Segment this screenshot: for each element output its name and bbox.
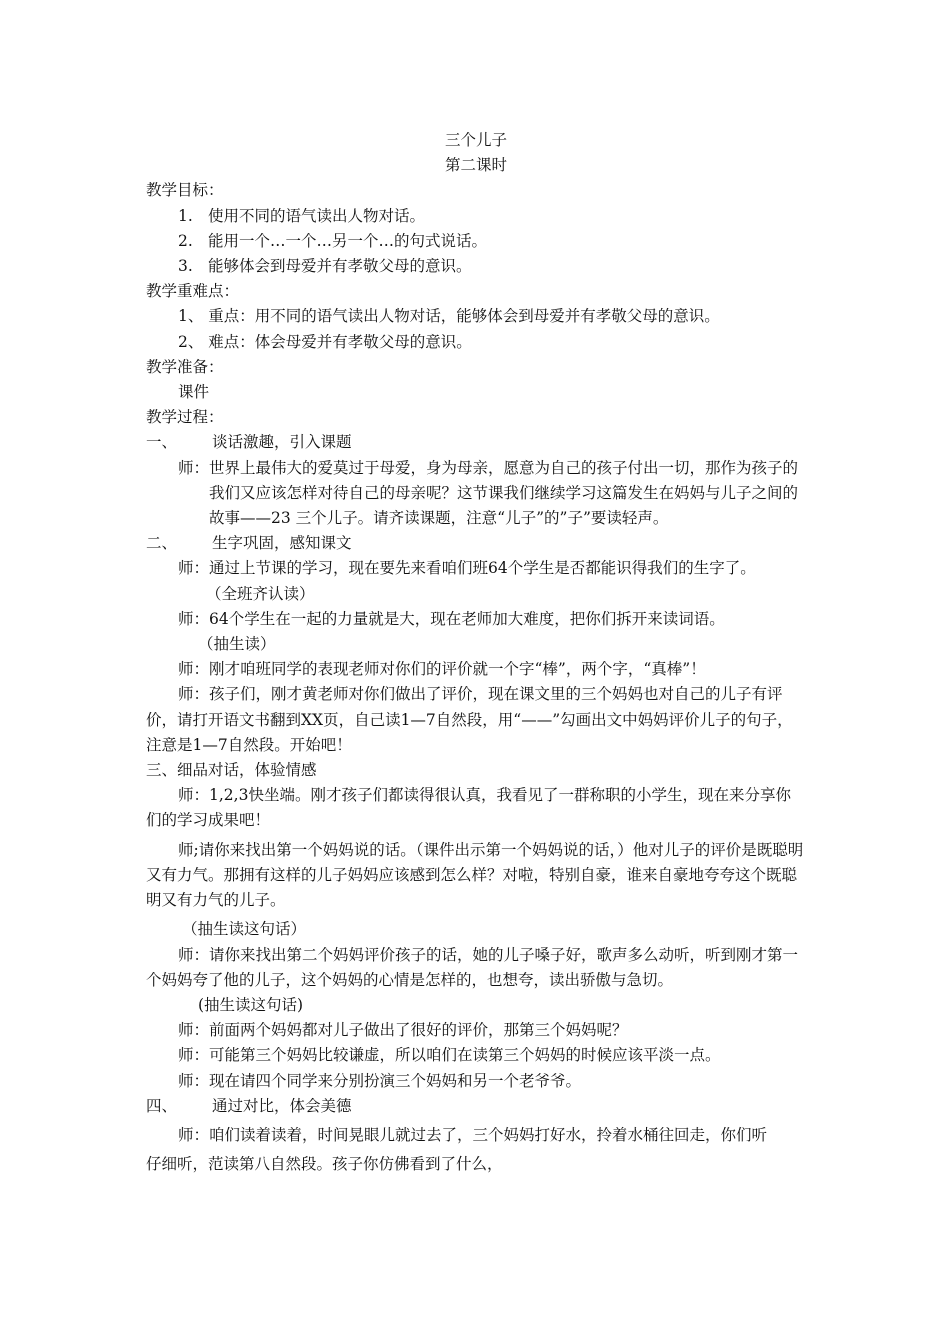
section-three-heading: 三、细品对话，体验情感 (146, 761, 317, 780)
section-title: 谈话激趣，引入课题 (212, 433, 352, 452)
objective-text: 能够体会到母爱并有孝敬父母的意识。 (208, 257, 472, 276)
keypoint-item: 1、 重点：用不同的语气读出人物对话，能够体会到母爱并有孝敬父母的意识。 (178, 307, 720, 326)
teacher-speech: 师：咱们读着读着，时间晃眼儿就过去了，三个妈妈打好水，拎着水桶往回走，你们听 (178, 1125, 768, 1144)
keypoints-heading: 教学重难点： (146, 282, 240, 301)
teacher-speech: 师：通过上节课的学习，现在要先来看咱们班64个学生是否都能识得我们的生字了。 (178, 559, 756, 578)
stage-note: （抽生读这句话） (182, 920, 307, 939)
doc-subtitle: 第二课时 (444, 156, 507, 175)
teacher-speech: 师：请你来找出第二个妈妈评价孩子的话，她的儿子嗓子好，歌声多么动听，听到刚才第一个妈妈夸了他的儿子，这个妈妈的心情是怎样的，也想夸，读出骄傲与急切。 (146, 945, 799, 989)
objective-number: 2. (178, 231, 193, 250)
objectives-heading: 教学目标： (146, 181, 224, 200)
objective-item (146, 204, 806, 229)
objective-number: 1. (178, 206, 193, 225)
stage-note: （抽生读） (198, 635, 276, 654)
teacher-speech (146, 456, 806, 532)
stage-note: （全班齐认读） (206, 584, 315, 603)
teacher-speech: 师：孩子们，刚才黄老师对你们做出了评价，现在课文里的三个妈妈也对自己的儿子有评价，请打开语文书翻到XX页，自己读1—7自然段，用“——”勾画出文中妈妈评价儿子的句子，注意是1—7自然段。开始吧！ (146, 685, 793, 754)
keypoint-item: 2、 难点：体会母爱并有孝敬父母的意识。 (178, 332, 472, 351)
section-one-heading (146, 430, 806, 455)
section-two-heading (146, 531, 806, 556)
speech-text: 世界上最伟大的爱莫过于母爱，身为母亲，愿意为自己的孩子付出一切，那作为孩子的我们又应该怎样对待自己的母亲呢？这节课我们继续学习这篇发生在妈妈与儿子之间的故事——23 三个儿子。请齐读课题，注意“儿子”的”子”要读轻声。 (209, 458, 799, 528)
section-number: 一、 (146, 433, 178, 452)
teacher-speech: 师：刚才咱班同学的表现老师对你们的评价就一个字“棒”，两个字，“真棒”！ (178, 660, 706, 679)
objective-number: 3. (178, 257, 193, 276)
objective-item (146, 254, 806, 279)
teacher-speech: 师：现在请四个同学来分别扮演三个妈妈和另一个老爷爷。 (178, 1071, 582, 1090)
section-number: 二、 (146, 534, 178, 553)
section-title: 生字巩固，感知课文 (212, 534, 352, 553)
objective-item (146, 229, 806, 254)
process-heading: 教学过程： (146, 408, 224, 427)
speaker-label: 师： (178, 458, 210, 477)
teacher-speech-continued: 仔细听，范读第八自然段。孩子你仿佛看到了什么， (146, 1155, 503, 1174)
objective-text: 能用一个…一个…另一个…的句式说话。 (208, 231, 488, 250)
teacher-speech: 师：可能第三个妈妈比较谦虚，所以咱们在读第三个妈妈的时候应该平淡一点。 (178, 1046, 721, 1065)
document-body (146, 128, 806, 1177)
section-number: 四、 (146, 1096, 178, 1115)
teacher-speech: 师：前面两个妈妈都对儿子做出了很好的评价，那第三个妈妈呢？ (178, 1021, 628, 1040)
teacher-speech: 师：64个学生在一起的力量就是大，现在老师加大难度，把你们拆开来读词语。 (178, 609, 725, 628)
teacher-speech: 师：1,2,3快坐端。刚才孩子们都读得很认真，我看见了一群称职的小学生，现在来分享你们的学习成果吧！ (146, 786, 791, 830)
prep-text: 课件 (178, 383, 210, 402)
stage-note: (抽生读这句话) (198, 995, 304, 1014)
doc-title: 三个儿子 (444, 131, 507, 149)
section-four-heading (146, 1094, 806, 1119)
section-title: 通过对比，体会美德 (212, 1096, 352, 1115)
teacher-speech: 师;请你来找出第一个妈妈说的话。（课件出示第一个妈妈说的话，）他对儿子的评价是既聪明又有力气。那拥有这样的儿子妈妈应该感到怎么样？对啦，特别自豪，谁来自豪地夸夸这个既聪明又有力气的儿子。 (146, 840, 804, 910)
objective-text: 使用不同的语气读出人物对话。 (208, 206, 426, 225)
prep-heading: 教学准备： (146, 357, 224, 376)
